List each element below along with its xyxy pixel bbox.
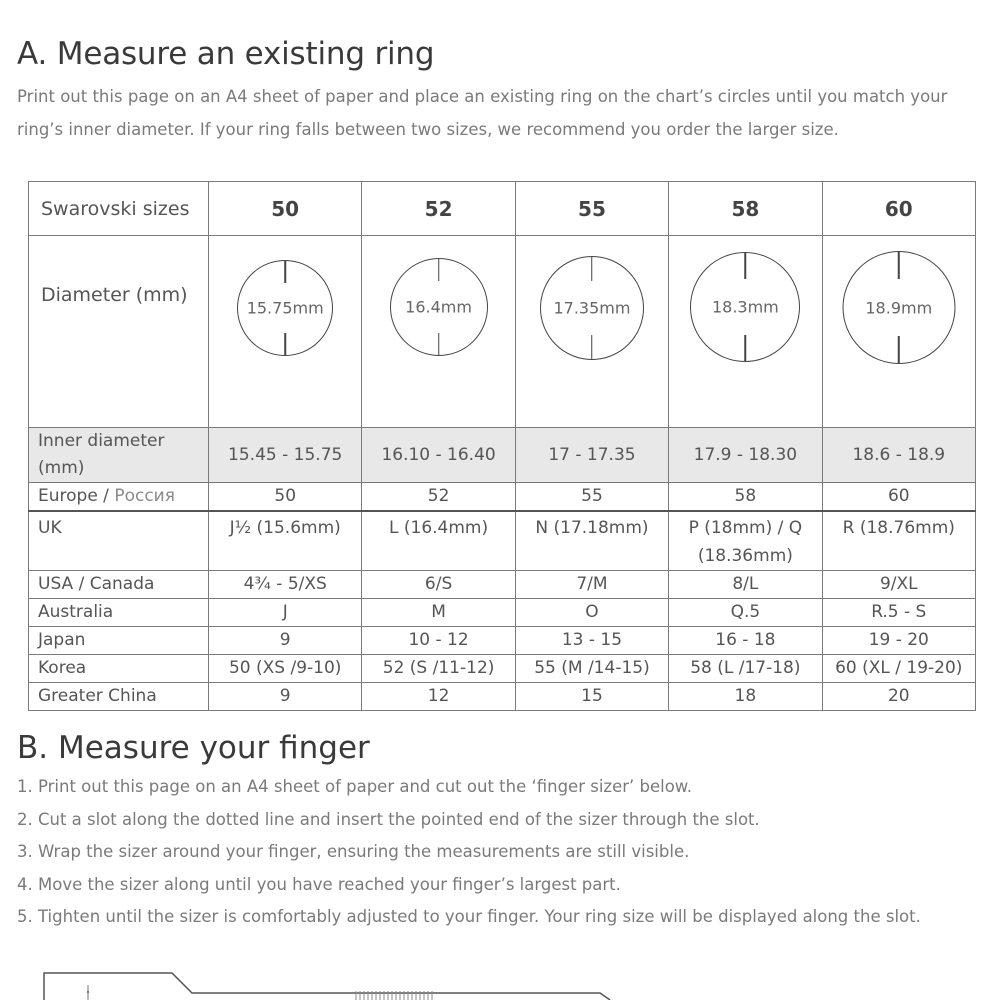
size-header: 52 [362,182,515,236]
table-row-china [29,683,976,711]
diameter-row [29,236,976,428]
finger-sizer-graphic [0,965,1000,1000]
table-cell: N (17.18mm) [515,511,668,571]
row-label: Korea [29,655,209,683]
header-label: Swarovski sizes [29,182,209,236]
row-label: Japan [29,627,209,655]
table-cell: 17.9 - 18.30 [669,428,822,483]
row-label [29,483,209,512]
ring-size-table [28,181,976,711]
diameter-value: 17.35mm [553,298,631,318]
diameter-cell [669,236,822,428]
table-cell: R.5 - S [822,599,975,627]
ring-circle [237,260,333,356]
ring-circle [690,252,800,362]
table-cell: P (18mm) / Q (18.36mm) [669,511,822,571]
diameter-value: 15.75mm [246,298,324,318]
table-cell: 18.6 - 18.9 [822,428,975,483]
table-cell: 50 [209,483,362,512]
table-cell: Q.5 [669,599,822,627]
table-cell: L (16.4mm) [362,511,515,571]
diameter-cell [822,236,975,428]
row-label-text: Europe / [38,486,115,506]
table-cell: 20 [822,683,975,711]
row-label: Greater China [29,683,209,711]
table-cell: 16.10 - 16.40 [362,428,515,483]
table-cell: 12 [362,683,515,711]
table-cell: 15 [515,683,668,711]
ring-circle [390,258,488,356]
table-row-inner-diameter [29,428,976,483]
table-row-japan [29,627,976,655]
table-cell: O [515,599,668,627]
table-cell: 6/S [362,571,515,599]
instruction-list [17,771,982,934]
ring-circle [540,256,644,360]
row-label: Inner diameter (mm) [29,428,209,483]
diameter-value: 18.3mm [711,297,779,317]
table-cell: 18 [669,683,822,711]
table-cell: 60 [822,483,975,512]
diameter-cell [362,236,515,428]
instruction-step: 2. Cut a slot along the dotted line and insert the pointed end of the sizer through the slot. [17,809,760,829]
table-cell: 55 (M /14-15) [515,655,668,683]
section-b-title: B. Measure your finger [17,730,370,766]
table-cell: 58 [669,483,822,512]
table-cell: 58 (L /17-18) [669,655,822,683]
table-row-usa [29,571,976,599]
diameter-label: Diameter (mm) [29,236,209,428]
diameter-value: 16.4mm [405,297,472,317]
table-cell: 7/M [515,571,668,599]
size-header: 60 [822,182,975,236]
table-cell: 60 (XL / 19-20) [822,655,975,683]
table-cell: 17 - 17.35 [515,428,668,483]
table-cell: 9 [209,627,362,655]
instruction-step: 1. Print out this page on an A4 sheet of paper and cut out the ‘finger sizer’ below. [17,777,693,796]
table-cell: J½ (15.6mm) [209,511,362,571]
size-header: 55 [515,182,668,236]
instruction-step: 5. Tighten until the sizer is comfortably adjusted to your finger. Your ring size will be displayed along the slot. [17,907,921,926]
table-cell: R (18.76mm) [822,511,975,571]
row-label: Australia [29,599,209,627]
table-cell: 10 - 12 [362,627,515,655]
table-cell: 19 - 20 [822,627,975,655]
table-cell: 13 - 15 [515,627,668,655]
diameter-value: 18.9mm [865,298,933,317]
row-label: USA / Canada [29,571,209,599]
table-cell: 8/L [669,571,822,599]
table-row-korea [29,655,976,683]
table-cell: M [362,599,515,627]
table-cell: 16 - 18 [669,627,822,655]
table-cell: 55 [515,483,668,512]
table-row-uk [29,511,976,571]
diameter-cell [515,236,668,428]
table-cell: 4¾ - 5/XS [209,571,362,599]
table-cell: 52 (S /11-12) [362,655,515,683]
table-cell: 50 (XS /9-10) [209,655,362,683]
diameter-cell [209,236,362,428]
table-cell: 15.45 - 15.75 [209,428,362,483]
instruction-step: 4. Move the sizer along until you have reached your finger’s largest part. [17,874,621,894]
table-cell: 9/XL [822,571,975,599]
instruction-step: 3. Wrap the sizer around your finger, ensuring the measurements are still visible. [17,842,690,861]
size-header: 50 [209,182,362,236]
section-a-intro: Print out this page on an A4 sheet of paper and place an existing ring on the chart’s circles until you match your ring’s inner diameter. If your ring falls between two sizes, we recommend you order the larger size. [17,87,948,139]
table-row-australia [29,599,976,627]
row-label: UK [29,511,209,571]
section-a-title: A. Measure an existing ring [17,36,435,72]
size-header: 58 [669,182,822,236]
table-cell: 52 [362,483,515,512]
table-cell: 9 [209,683,362,711]
ring-circle [842,251,955,364]
table-row-europe [29,483,976,512]
table-cell: J [209,599,362,627]
row-label-russia: Россия [114,486,175,506]
table-header-row [29,182,976,236]
